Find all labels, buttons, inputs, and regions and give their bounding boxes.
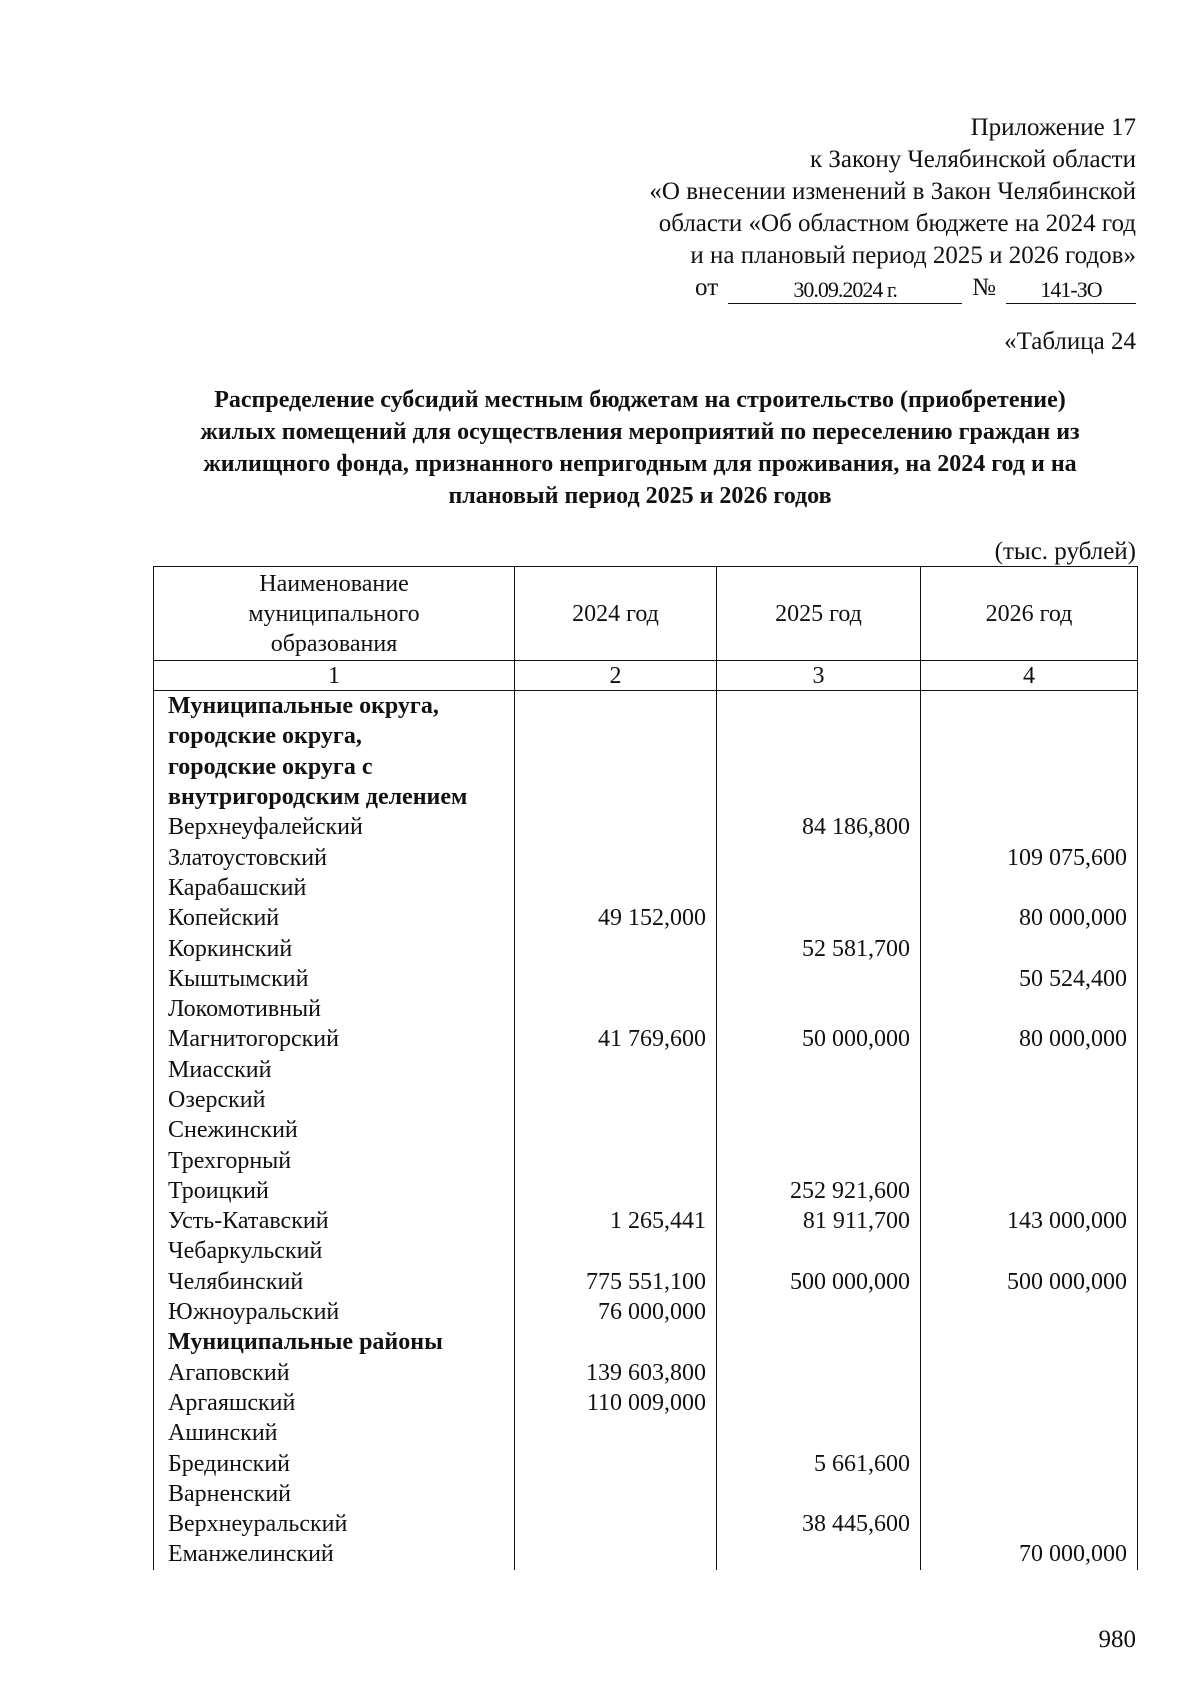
title-line-2: жилых помещений для осуществления мероприятий по переселению граждан из: [200, 419, 1080, 445]
table-row: [154, 903, 1138, 933]
law-date-number-line: [649, 272, 1136, 304]
municipality-name: Коркинский: [154, 933, 515, 963]
column-number: 1: [154, 661, 515, 691]
subsidy-table: [153, 566, 1138, 1570]
value-2026: 70 000,000: [921, 1539, 1138, 1569]
municipality-name: Муниципальные округа,: [154, 691, 515, 722]
value-2024: [515, 873, 717, 903]
value-2024: 775 551,100: [515, 1267, 717, 1297]
table-row: [154, 1479, 1138, 1509]
table-row: [154, 1024, 1138, 1054]
value-2024: [515, 1539, 717, 1569]
value-2026: [921, 1085, 1138, 1115]
value-2025: [717, 903, 921, 933]
table-row: [154, 873, 1138, 903]
appendix-number: Приложение 17: [970, 114, 1136, 141]
municipality-name: городские округа,: [154, 721, 515, 751]
value-2025: [717, 1388, 921, 1418]
value-2024: [515, 1055, 717, 1085]
municipality-name: Варненский: [154, 1479, 515, 1509]
number-label: №: [972, 274, 996, 301]
value-2026: [921, 1479, 1138, 1509]
table-reference: «Таблица 24: [1004, 328, 1136, 355]
table-row: [154, 1539, 1138, 1569]
value-2024: [515, 1509, 717, 1539]
municipality-name: Южноуральский: [154, 1297, 515, 1327]
table-row: [154, 721, 1138, 751]
municipality-name: Верхнеуфалейский: [154, 812, 515, 842]
value-2026: [921, 1176, 1138, 1206]
value-2025: [717, 1418, 921, 1448]
municipality-name: Магнитогорский: [154, 1024, 515, 1054]
table-row: [154, 1297, 1138, 1327]
value-2026: 50 524,400: [921, 964, 1138, 994]
municipality-name: Аргаяшский: [154, 1388, 515, 1418]
table-row: [154, 842, 1138, 872]
municipality-name: Копейский: [154, 903, 515, 933]
title-line-1: Распределение субсидий местным бюджетам на строительство (приобретение): [214, 387, 1066, 413]
value-2026: [921, 1115, 1138, 1145]
value-2026: [921, 1145, 1138, 1175]
municipality-name: Троицкий: [154, 1176, 515, 1206]
municipality-name: Локомотивный: [154, 994, 515, 1024]
table-row: [154, 1267, 1138, 1297]
table-row: [154, 1206, 1138, 1236]
value-2026: [921, 1055, 1138, 1085]
municipality-name: Озерский: [154, 1085, 515, 1115]
table-row: [154, 1418, 1138, 1448]
value-2026: [921, 994, 1138, 1024]
value-2026: 80 000,000: [921, 1024, 1138, 1054]
municipality-name: Ашинский: [154, 1418, 515, 1448]
value-2025: [717, 964, 921, 994]
law-title-line-2: области «Об областном бюджете на 2024 год: [658, 210, 1136, 237]
value-2024: [515, 782, 717, 812]
table-row: [154, 1358, 1138, 1388]
municipality-name: Трехгорный: [154, 1145, 515, 1175]
units-label: (тыс. рублей): [994, 538, 1136, 565]
value-2026: [921, 691, 1138, 722]
value-2025: [717, 721, 921, 751]
value-2026: [921, 1448, 1138, 1478]
municipality-name: Верхнеуральский: [154, 1509, 515, 1539]
value-2025: [717, 752, 921, 782]
municipality-name: Кыштымский: [154, 964, 515, 994]
table-row: [154, 782, 1138, 812]
value-2026: [921, 1418, 1138, 1448]
value-2026: [921, 782, 1138, 812]
municipality-name: Снежинский: [154, 1115, 515, 1145]
value-2024: 49 152,000: [515, 903, 717, 933]
table-row: [154, 812, 1138, 842]
value-2024: [515, 1176, 717, 1206]
value-2025: [717, 1539, 921, 1569]
table-row: [154, 1509, 1138, 1539]
table-row: [154, 752, 1138, 782]
table-row: [154, 1055, 1138, 1085]
value-2025: 81 911,700: [717, 1206, 921, 1236]
column-header-2026: 2026 год: [921, 567, 1138, 661]
municipality-name: городские округа с: [154, 752, 515, 782]
value-2024: [515, 933, 717, 963]
value-2026: 109 075,600: [921, 842, 1138, 872]
column-number: 4: [921, 661, 1138, 691]
table-row: [154, 1176, 1138, 1206]
column-number: 3: [717, 661, 921, 691]
law-date: 30.09.2024 г.: [728, 277, 962, 304]
value-2026: [921, 873, 1138, 903]
table-row: [154, 1236, 1138, 1266]
value-2025: [717, 1145, 921, 1175]
value-2024: 139 603,800: [515, 1358, 717, 1388]
municipality-name: Златоустовский: [154, 842, 515, 872]
value-2025: 5 661,600: [717, 1448, 921, 1478]
value-2024: [515, 1145, 717, 1175]
appendix-header: [649, 112, 1136, 304]
value-2025: [717, 842, 921, 872]
value-2024: [515, 994, 717, 1024]
value-2026: [921, 1388, 1138, 1418]
value-2026: 143 000,000: [921, 1206, 1138, 1236]
value-2025: 38 445,600: [717, 1509, 921, 1539]
table-row: [154, 1085, 1138, 1115]
municipality-name: Муниципальные районы: [154, 1327, 515, 1357]
value-2026: [921, 1509, 1138, 1539]
value-2025: [717, 873, 921, 903]
municipality-name: Брединский: [154, 1448, 515, 1478]
value-2024: [515, 752, 717, 782]
value-2024: [515, 1115, 717, 1145]
value-2025: [717, 1115, 921, 1145]
page-number: 980: [1098, 1626, 1136, 1653]
law-title-line-1: «О внесении изменений в Закон Челябинской: [649, 178, 1136, 205]
value-2025: 252 921,600: [717, 1176, 921, 1206]
table-row: [154, 1145, 1138, 1175]
column-header-2025: 2025 год: [717, 567, 921, 661]
municipality-name: Карабашский: [154, 873, 515, 903]
table-row: [154, 1448, 1138, 1478]
table-row: [154, 691, 1138, 722]
value-2025: [717, 1327, 921, 1357]
value-2025: [717, 1358, 921, 1388]
municipality-name: Еманжелинский: [154, 1539, 515, 1569]
value-2025: [717, 994, 921, 1024]
column-number: 2: [515, 661, 717, 691]
value-2024: [515, 1479, 717, 1509]
value-2026: [921, 752, 1138, 782]
table-row: [154, 1388, 1138, 1418]
value-2024: [515, 1327, 717, 1357]
value-2026: [921, 1327, 1138, 1357]
table-row: [154, 1115, 1138, 1145]
law-title-line-3: и на плановый период 2025 и 2026 годов»: [690, 242, 1136, 269]
document-title: [140, 384, 1140, 512]
column-header-name: Наименование муниципального образования: [154, 567, 515, 661]
value-2025: 52 581,700: [717, 933, 921, 963]
value-2025: 50 000,000: [717, 1024, 921, 1054]
value-2024: [515, 1236, 717, 1266]
municipality-name: внутригородским делением: [154, 782, 515, 812]
municipality-name: Чебаркульский: [154, 1236, 515, 1266]
from-label: от: [695, 274, 719, 301]
value-2026: [921, 1358, 1138, 1388]
value-2024: 41 769,600: [515, 1024, 717, 1054]
value-2026: [921, 933, 1138, 963]
column-number-row: [154, 661, 1138, 691]
value-2024: [515, 1085, 717, 1115]
table-row: [154, 994, 1138, 1024]
title-line-4: плановый период 2025 и 2026 годов: [448, 483, 832, 509]
municipality-name: Миасский: [154, 1055, 515, 1085]
value-2024: [515, 1418, 717, 1448]
value-2025: [717, 782, 921, 812]
value-2024: 76 000,000: [515, 1297, 717, 1327]
municipality-name: Агаповский: [154, 1358, 515, 1388]
value-2025: 500 000,000: [717, 1267, 921, 1297]
value-2024: [515, 964, 717, 994]
table-row: [154, 933, 1138, 963]
value-2024: 110 009,000: [515, 1388, 717, 1418]
value-2025: [717, 1479, 921, 1509]
value-2024: [515, 721, 717, 751]
value-2026: 500 000,000: [921, 1267, 1138, 1297]
law-reference: к Закону Челябинской области: [810, 146, 1136, 173]
table-row: [154, 1327, 1138, 1357]
value-2024: [515, 691, 717, 722]
table-row: [154, 964, 1138, 994]
value-2025: [717, 1085, 921, 1115]
value-2024: 1 265,441: [515, 1206, 717, 1236]
table-body: [154, 691, 1138, 1570]
municipality-name: Челябинский: [154, 1267, 515, 1297]
value-2025: [717, 1297, 921, 1327]
value-2026: [921, 1236, 1138, 1266]
value-2025: [717, 1236, 921, 1266]
municipality-name: Усть-Катавский: [154, 1206, 515, 1236]
value-2024: [515, 842, 717, 872]
value-2024: [515, 812, 717, 842]
value-2026: 80 000,000: [921, 903, 1138, 933]
value-2026: [921, 1297, 1138, 1327]
value-2024: [515, 1448, 717, 1478]
value-2025: [717, 691, 921, 722]
value-2026: [921, 812, 1138, 842]
title-line-3: жилищного фонда, признанного непригодным для проживания, на 2024 год и на: [203, 451, 1077, 477]
law-number: 141-ЗО: [1006, 277, 1136, 304]
value-2026: [921, 721, 1138, 751]
value-2025: [717, 1055, 921, 1085]
column-header-2024: 2024 год: [515, 567, 717, 661]
value-2025: 84 186,800: [717, 812, 921, 842]
